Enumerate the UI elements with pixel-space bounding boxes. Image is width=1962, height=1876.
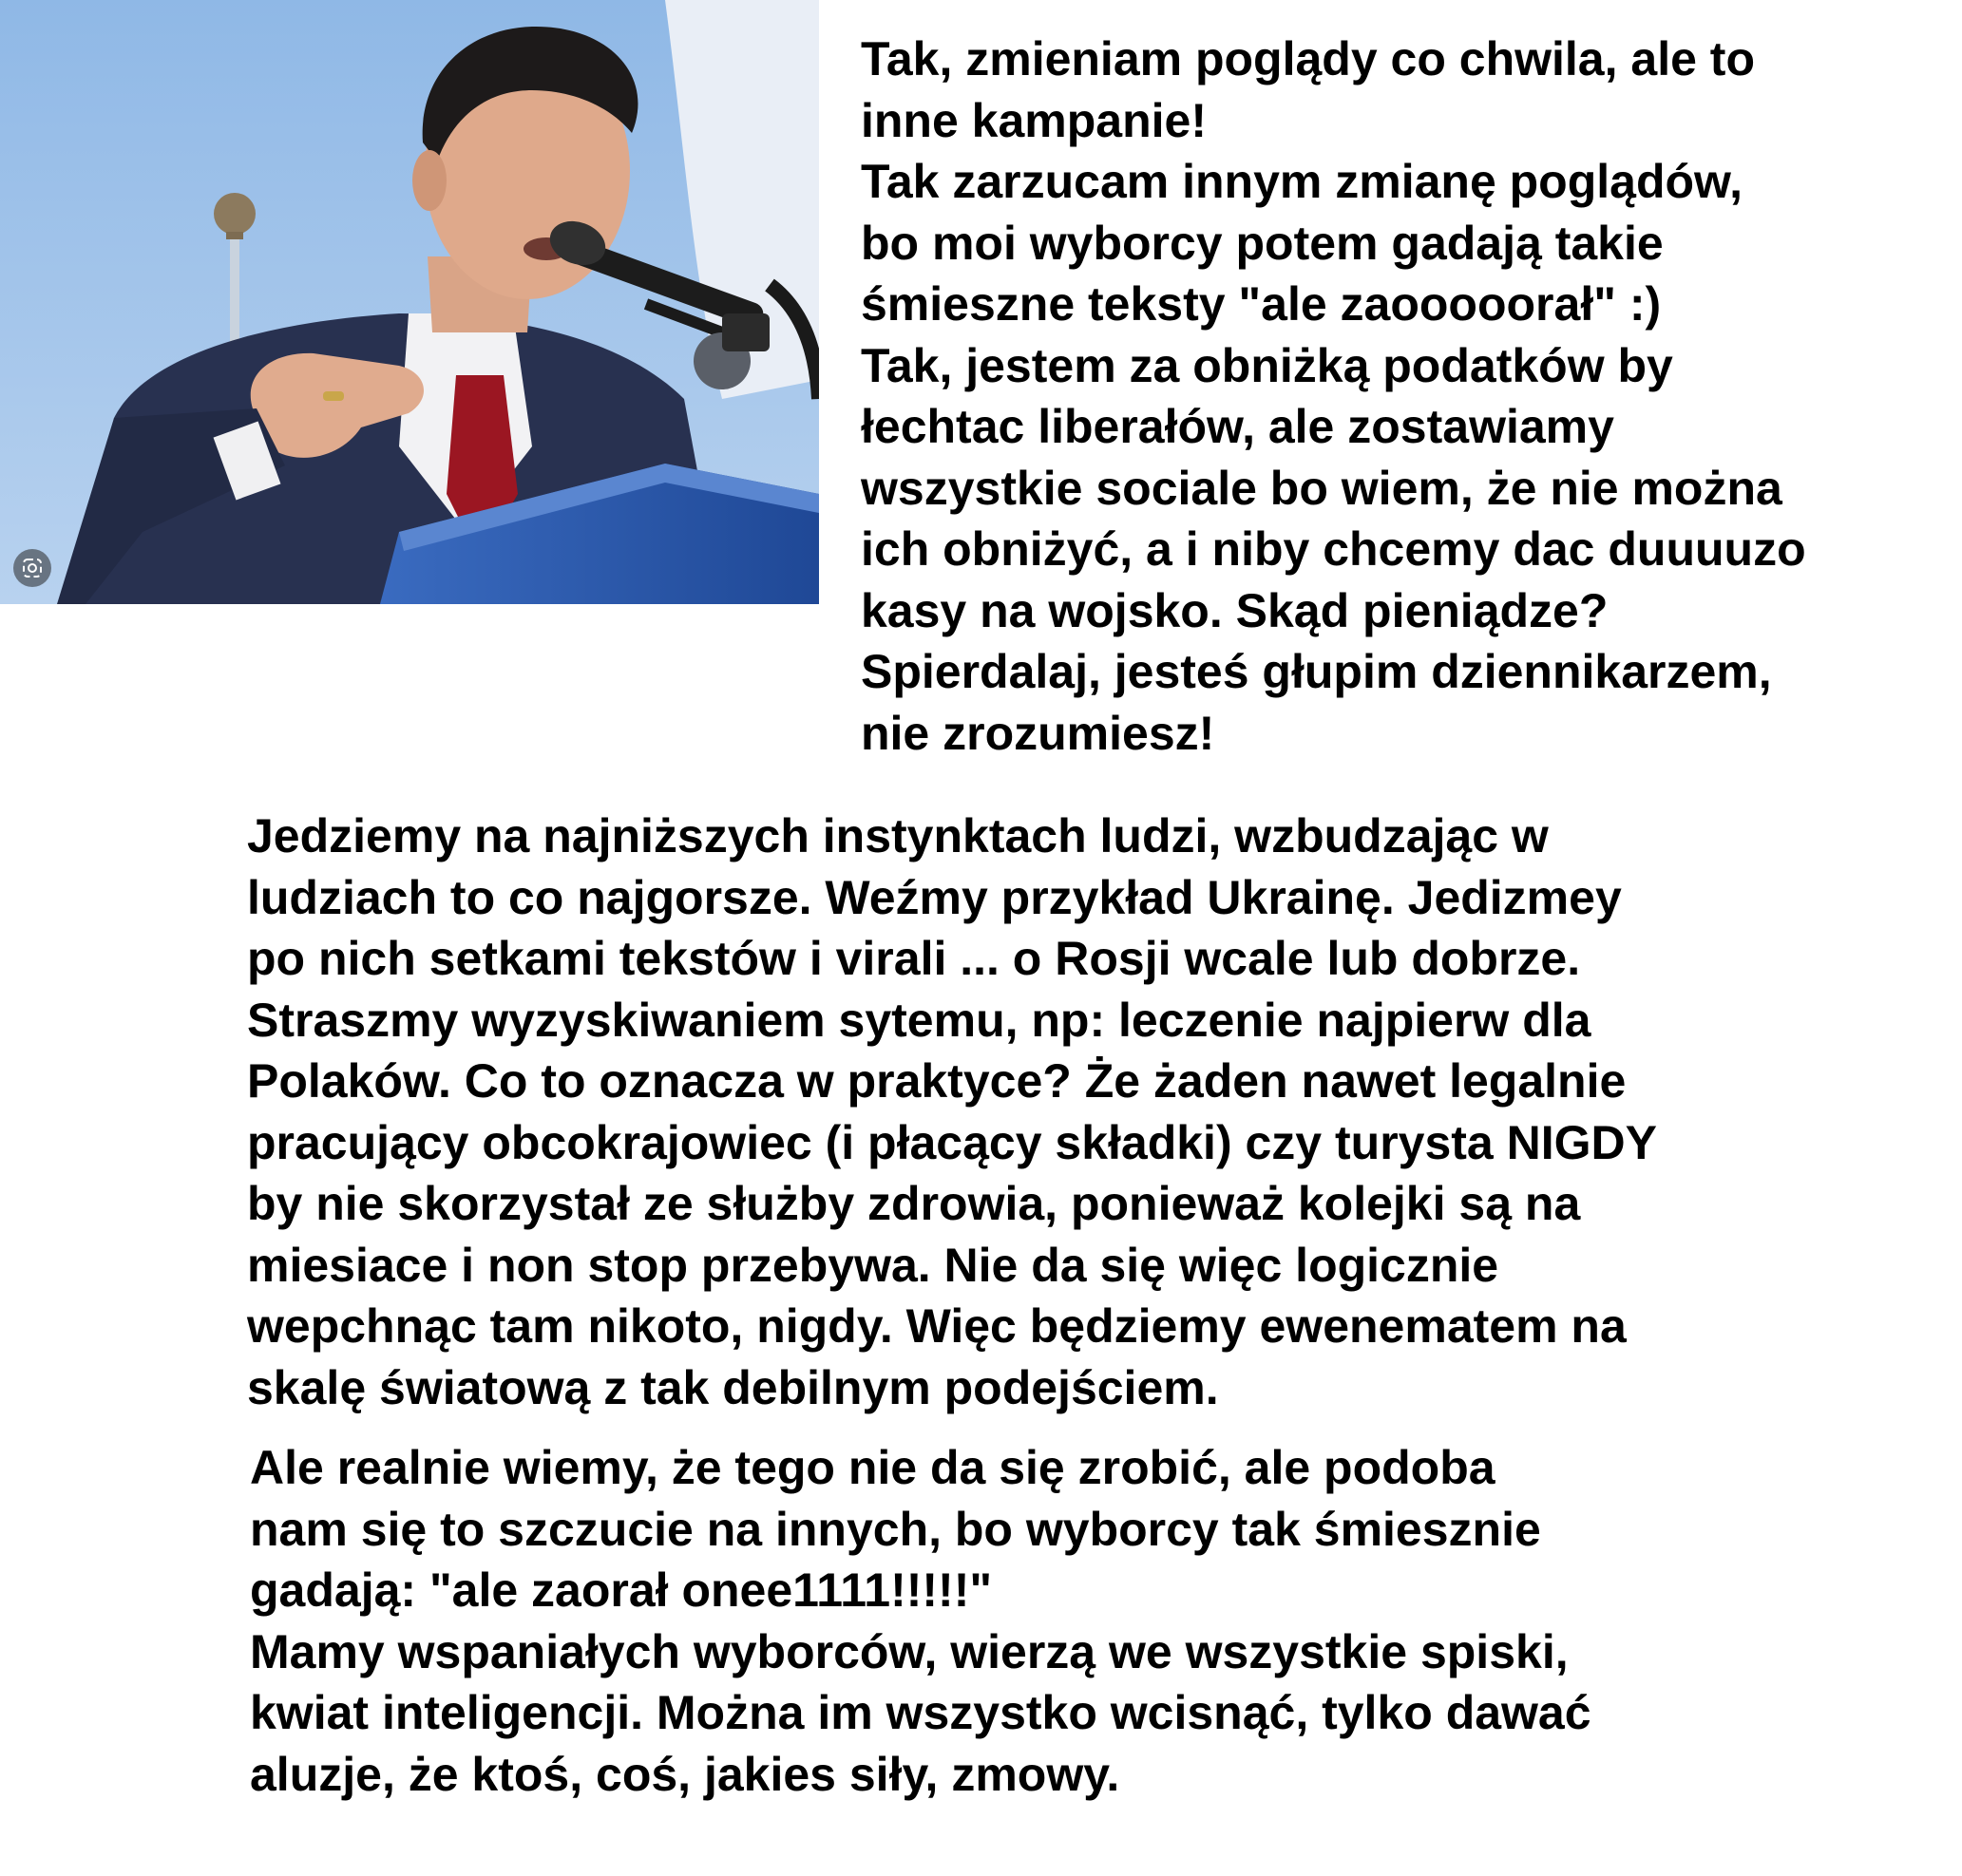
paragraph-top-right: Tak, zmieniam poglądy co chwila, ale to inne kampanie! Tak zarzucam innym zmianę poglądów, bo moi wyborcy potem gadają takie śmieszne teksty "ale zaooooorał" :) Tak, jestem za obniżką podatków by łechtac liberałów, ale zostawiamy wszystkie sociale bo wiem, że nie można ich obniżyć, a i niby chcemy dac duuuuzo kasy na wojsko. Skąd pieniądze? Spierdalaj, jesteś głupim dziennikarzem, nie zrozumiesz! [861, 32, 1806, 760]
flagpole-finial [214, 193, 256, 235]
paragraph-bottom: Ale realnie wiemy, że tego nie da się zrobić, ale podoba nam się to szczucie na innych, bo wyborcy tak śmiesznie gadają: "ale zaorał onee1111!!!!!" Mamy wspaniałych wyborców, wierzą we wszystkie spiski, kwiat inteligencji. Można im wszystko wcisnąć, tylko dawać aluzje, że ktoś, coś, jakies siły, zmowy. [250, 1441, 1591, 1801]
speaker-illustration [0, 0, 819, 604]
speaker-photo [0, 0, 819, 604]
wedding-ring [323, 391, 344, 401]
lens-glyph [21, 557, 44, 579]
paragraph-middle: Jedziemy na najniższych instynktach ludzi, wzbudzając w ludziach to co najgorsze. Weźmy przykład Ukrainę. Jedizmey po nich setkami tekstów i virali ... o Rosji wcale lub dobrze. Straszmy wyzyskiwaniem sytemu, np: leczenie najpierw dla Polaków. Co to oznacza w praktyce? Że żaden nawet legalnie pracujący obcokrajowiec (i płacący składki) czy turysta NIGDY by nie skorzystał ze służby zdrowia, ponieważ kolejki są na miesiace i non stop przebywa. Nie da się więc logicznie wepchnąc tam nikoto, nigdy. Więc będziemy ewenematem na skalę światową z tak debilnym podejściem. [247, 809, 1657, 1414]
lens-search-icon[interactable] [13, 549, 51, 587]
